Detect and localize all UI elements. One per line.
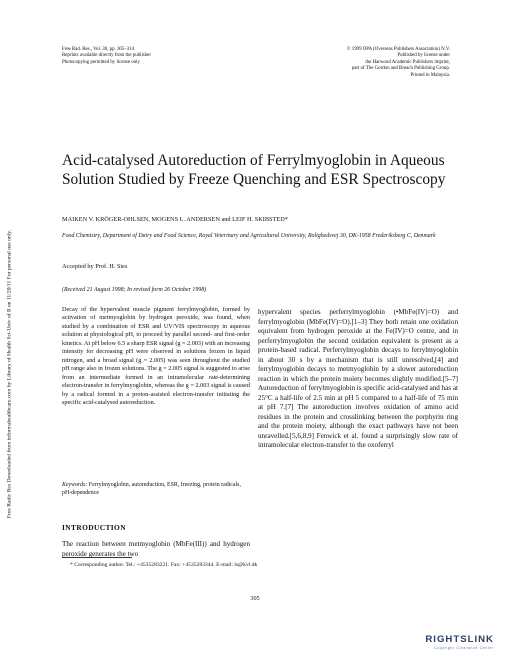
corresponding-author-footnote: * Corresponding author. Tel.: +4535283221. Fax: +4535283344. E-mail: ls@kvl.dk (70, 562, 258, 568)
citation-line: Reprints available directly from the publisher (62, 53, 151, 59)
abstract-column (62, 306, 250, 407)
author-list: MAIKEN V. KRÖGER-OHLSEN, MOGENS L. ANDERSEN and LEIF H. SKIBSTED* (62, 216, 288, 223)
affiliation: Food Chemistry, Department of Dairy and Food Science, Royal Veterinary and Agricultural University, Rolighedsvej 30, DK-1958 Frederiksberg C, Denmark (62, 233, 436, 239)
rightslink-logo (404, 634, 494, 654)
publisher-line: © 1999 OPA (Overseas Publishers Association) N.V. (346, 47, 450, 52)
publisher-line: Printed in Malaysia. (410, 72, 450, 78)
abstract: Decay of the hypervalent muscle pigment ferrylmyoglobin, formed by activation of metmyoglobin by hydrogen peroxide, was found, when studied by a combination of ESR and UV/VIS spectroscopy in aqueous solution at physiological pH, to proceed by parallel second- and first-order kinetics. At pH below 6.5 a sharp ESR signal (g = 2.003) with an increasing intensity for decreasing pH were observed in solutions frozen in liquid nitrogen, and a broad signal (g = 2.005) was seen throughout the studied pH range also in frozen solutions. The g = 2.005 signal is suggested to arise from an intermediate formed in an intramolecular rate-determining electron-transfer in ferrylmyoglobin, whereas the g = 2.003 signal is caused by a radical formed in a proton-assisted electron-transfer initiating the specific acid-catalysed autoreduction. (62, 306, 250, 406)
citation-line: Free Rad. Res., Vol. 30, pp. 305–314 (62, 47, 135, 52)
right-column-text: hypervalent species perferrylmyoglobin (•MbFe(IV)=O) and ferrylmyoglobin (MbFe(IV)=O).[1–3] They both retain one oxidation equivalent from hydrogen peroxide at the Fe(IV)=O centre, and in perferrylmyoglobin the second oxidation equivalent is present as a protein-based radical. Perferrylmyoglobin decays to ferrylmyoglobin in about 30 s by a mechanism that is still unresolved,[4] and ferrylmyoglobin decays to metmyoglobin by a slower autoreduction reaction in which the protein moiety becomes slightly modified.[5–7] Autoreduction of ferrylmyoglobin is specific acid-catalysed and has at 25°C a half-life of 2.5 min at pH 5 compared to a half-life of 75 min at pH 7.[7] The autoreduction involves oxidation of amino acid residues in the protein and crosslinking between the porphyrin ring and the protein moiety, although the exact pathways have not been unravelled.[5,6,8,9] Fenwick et al. found a surprisingly slow rate of intramolecular electron-transfer to the oxoferryl (258, 308, 458, 449)
paper-title: Acid-catalysed Autoreduction of Ferrylmyoglobin in Aqueous Solution Studied by Freeze Quenching and ESR Spectroscopy (62, 152, 446, 188)
publisher-line: the Harwood Academic Publishers imprint, (365, 59, 450, 65)
publisher-line: part of The Gordon and Breach Publishing Group. (351, 66, 450, 72)
download-watermark (2, 176, 18, 572)
rightslink-tagline: Copyright Clearance Center (433, 646, 494, 650)
received-dates: (Received 21 August 1998; In revised form 26 October 1998) (62, 287, 207, 293)
rightslink-wordmark: RIGHTSLINK (425, 634, 494, 645)
introduction-text: The reaction between metmyoglobin (MbFe(III)) and hydrogen peroxide generates the two (62, 540, 250, 558)
page-number: 305 (250, 595, 260, 602)
download-watermark-text: Free Radic Res Downloaded from informahealthcare.com by Library of Health Sci-Univ of Il on 11/20/11 For personal use only. (6, 229, 13, 519)
publisher-line: Published by license under (397, 53, 450, 59)
footnote-rule (62, 557, 132, 558)
citation-line: Photocopying permitted by license only (62, 59, 140, 65)
keywords-text: Ferrylmyoglobin, autoreduction, ESR, freezing, protein radicals, pH-dependence (62, 482, 241, 496)
publisher-notice (347, 47, 450, 79)
section-heading-introduction: INTRODUCTION (62, 523, 126, 532)
keywords (62, 482, 250, 497)
journal-citation (62, 47, 151, 66)
keywords-label: Keywords: (62, 482, 88, 488)
accepted-by: Accepted by Prof. H. Sies (62, 263, 128, 270)
